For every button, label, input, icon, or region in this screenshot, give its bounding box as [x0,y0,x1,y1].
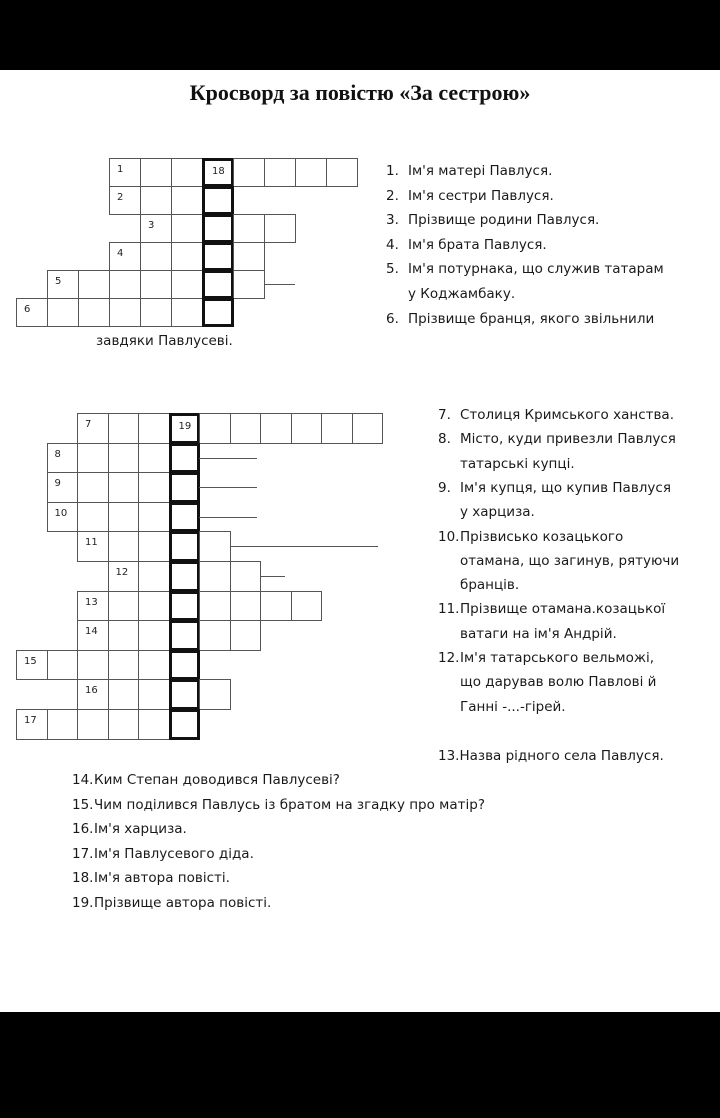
clue-number: 14 [85,626,98,638]
crossword-cell[interactable] [47,650,79,681]
crossword-cell[interactable] [199,531,231,562]
clue-item-number: 9. [438,479,451,496]
crossword-cell[interactable] [260,413,292,444]
key-cell[interactable] [169,561,201,592]
crossword-cell[interactable] [138,650,170,681]
clue-number: 8 [54,448,61,460]
key-cell[interactable] [169,502,201,533]
clue-item [438,646,654,670]
clue-item-number: 1. [386,163,399,179]
clue-item-number: 18. [72,870,94,887]
clue-item [438,403,674,427]
crossword-cell[interactable] [233,214,265,243]
crossword-cell[interactable] [77,443,109,474]
clue-item [438,597,665,621]
clue-item-text: Місто, куди привезли Павлуся [460,431,676,448]
clue-item [438,622,617,646]
crossword-cell[interactable] [199,679,231,710]
crossword-cell[interactable] [47,502,79,533]
key-cell[interactable] [169,443,201,474]
crossword-cell[interactable] [16,298,48,327]
clue-item-number: 2. [386,187,399,204]
crossword-cell[interactable] [264,158,296,187]
crossword-cell[interactable] [108,591,140,622]
crossword-cell[interactable] [352,413,384,444]
clue-number: 12 [115,567,129,578]
key-cell[interactable] [202,158,234,187]
clue-item [386,208,599,232]
key-cell[interactable] [169,679,201,710]
crossword-cell[interactable] [140,298,172,327]
crossword-cell[interactable] [77,620,109,651]
clue-item-number: 12. [438,650,460,666]
clue-number: 7 [85,419,92,430]
crossword-cell[interactable] [138,472,170,503]
crossword-cell[interactable] [47,443,79,474]
clue-number: 5 [55,276,62,287]
clue-item-text: Ім'я брата Павлуся. [408,236,547,253]
crossword-cell[interactable] [108,413,140,444]
clue-13: 13.Назва рідного села Павлуся. [438,748,664,764]
key-cell[interactable] [169,650,201,681]
key-cell[interactable] [202,186,234,215]
clue-item [72,817,187,841]
clue-item-text: отамана, що загинув, рятуючи [460,552,680,569]
clue-item [386,159,552,183]
grid-guide-line [199,458,257,459]
key-cell[interactable] [202,270,234,299]
crossword-cell[interactable] [108,620,140,651]
clue-item-number: 19. [72,895,94,911]
clue-item-text: Ім'я потурнака, що служив татарам [408,261,664,278]
key-cell[interactable] [169,709,201,740]
clue-item [438,549,679,573]
clue-item [438,452,575,476]
crossword-cell[interactable] [291,591,323,622]
clue-item [386,307,654,331]
crossword-cell[interactable] [108,443,140,474]
crossword-cell[interactable] [199,561,231,592]
crossword-cell[interactable] [140,186,172,215]
grid-guide-line [199,487,257,488]
crossword-cell[interactable] [326,158,358,187]
crossword-cell[interactable] [108,561,140,592]
clue-item [438,427,676,451]
crossword-cell[interactable] [109,270,141,299]
crossword-cell[interactable] [230,591,262,622]
clue-item [72,891,271,915]
clue-item [72,768,340,792]
clue-number: 18 [212,166,225,177]
crossword-cell[interactable] [138,413,170,444]
crossword-cell[interactable] [138,679,170,710]
crossword-cell[interactable] [140,158,172,187]
crossword-cell[interactable] [171,270,203,299]
crossword-cell[interactable] [138,620,170,651]
grid-guide-line [199,517,257,518]
page-title: Кросворд за повістю «За сестрою» [189,80,531,105]
clue-item-text: у Коджамбаку. [408,286,516,302]
clue-number: 11 [85,537,98,549]
key-cell[interactable] [202,214,234,243]
crossword-cell[interactable] [199,620,231,651]
crossword-cell[interactable] [77,531,109,562]
crossword-cell[interactable] [171,186,203,215]
key-cell[interactable] [169,472,201,503]
clue-item-number: 10. [438,528,460,545]
clue-item-text: Ім'я автора повісті. [94,870,230,887]
crossword-cell[interactable] [16,650,48,681]
clue-item [438,500,535,524]
clue-item-number: 7. [438,407,451,423]
crossword-cell[interactable] [109,158,141,187]
clue-item-text: Столиця Кримського ханства. [460,407,674,423]
crossword-cell[interactable] [77,679,109,710]
clue-item [438,525,623,549]
crossword-cell[interactable] [77,709,109,740]
crossword-cell[interactable] [78,270,110,299]
clue-number: 4 [117,248,124,259]
clue-item [72,842,254,866]
clue-item-text: Чим поділився Павлусь із братом на згадку про матір? [94,796,485,813]
clue-item-text: Ім'я сестри Павлуся. [408,187,554,204]
key-cell[interactable] [169,591,201,622]
key-cell[interactable] [169,413,201,444]
clue-number: 19 [178,421,192,432]
crossword-cell[interactable] [171,242,203,271]
crossword-cell[interactable] [108,650,140,681]
crossword-cell[interactable] [230,561,262,592]
clue-item [386,184,554,208]
clue-item-text: Ім'я матері Павлуся. [408,163,553,179]
crossword-cell[interactable] [171,214,203,243]
crossword-cell[interactable] [140,242,172,271]
crossword-cell[interactable] [108,531,140,562]
clue-item-number: 4. [386,236,399,253]
clue-item [438,695,566,719]
clue-item-number: 3. [386,212,399,229]
clue-item-text: Прізвисько козацького [460,528,624,545]
crossword-cell[interactable] [77,502,109,533]
crossword-cell[interactable] [230,413,262,444]
crossword-cell[interactable] [109,242,141,271]
clue-item-text: у харциза. [460,504,535,521]
clue-item-text: ватаги на ім'я Андрій. [460,625,617,642]
clue-number: 17 [24,715,37,726]
clue-item-text: Ім'я купця, що купив Павлуся [460,479,671,496]
clue-item-text: Ганні -...-гірей. [460,698,566,715]
clue-item [386,282,515,306]
clue-item-text: Ім'я Павлусевого діда. [94,845,254,862]
crossword-cell[interactable] [140,214,172,243]
clue-number: 10 [54,507,68,519]
clue-item-number: 8. [438,431,451,448]
crossword-cell[interactable] [16,709,48,740]
clue-item-number: 14. [72,772,94,788]
clue-item [438,476,671,500]
crossword-cell[interactable] [233,242,265,271]
crossword-cell[interactable] [138,709,170,740]
clue-item-text: Прізвище родини Павлуся. [408,212,600,229]
crossword-cell[interactable] [138,502,170,533]
clue-number: 2 [117,192,124,203]
crossword-cell[interactable] [77,472,109,503]
crossword-cell[interactable] [138,591,170,622]
clue-item-text: Ким Степан доводився Павлусеві? [94,772,340,788]
clue-item-text: що дарував волю Павлові й [460,674,657,691]
crossword-cell[interactable] [108,472,140,503]
crossword-cell[interactable] [108,709,140,740]
clue-number: 15 [24,655,37,667]
clue-item-text: Прізвище отамана.козацької [460,601,666,618]
crossword-cell[interactable] [47,298,79,327]
clue-item-text: бранців. [460,577,520,594]
crossword-cell[interactable] [78,298,110,327]
crossword-cell[interactable] [230,620,262,651]
crossword-cell[interactable] [109,186,141,215]
crossword-cell[interactable] [171,298,203,327]
clue-item-text: Прізвище бранця, якого звільнили [408,310,655,327]
crossword-cell[interactable] [138,443,170,474]
crossword-cell[interactable] [109,298,141,327]
clue-6-continuation: завдяки Павлусеві. [96,333,233,349]
crossword-cell[interactable] [264,214,296,243]
crossword-cell[interactable] [47,472,79,503]
crossword-cell[interactable] [108,502,140,533]
crossword-cell[interactable] [260,591,292,622]
crossword-cell[interactable] [321,413,353,444]
clue-item-number: 6. [386,310,399,327]
crossword-cell[interactable] [47,270,79,299]
crossword-cell[interactable] [77,650,109,681]
grid-guide-line [230,546,379,547]
crossword-cell[interactable] [295,158,327,187]
clue-item [72,866,230,890]
grid-guide-line [260,576,285,577]
clue-item [386,233,547,257]
crossword-cell[interactable] [47,709,79,740]
clue-item-number: 11. [438,601,460,618]
crossword-cell[interactable] [199,591,231,622]
crossword-cell[interactable] [233,270,265,299]
clue-number: 9 [54,478,61,490]
clue-item-text: татарські купці. [460,455,575,472]
crossword-cell[interactable] [138,561,170,592]
clue-item-number: 5. [386,261,399,278]
clue-item-number: 17. [72,845,94,862]
key-cell[interactable] [202,242,234,271]
clue-number: 16 [85,685,98,697]
key-cell[interactable] [202,298,234,327]
crossword-cell[interactable] [77,413,109,444]
crossword-page [0,70,720,1012]
clue-item [72,793,485,817]
crossword-cell[interactable] [233,158,265,187]
crossword-cell[interactable] [108,679,140,710]
clue-item-text: Прізвище автора повісті. [94,895,272,911]
crossword-cell[interactable] [140,270,172,299]
clue-number: 6 [24,304,31,315]
crossword-cell[interactable] [138,531,170,562]
clue-item [386,257,664,281]
clue-item [438,670,656,694]
clue-item-number: 15. [72,796,94,813]
crossword-cell[interactable] [171,158,203,187]
key-cell[interactable] [169,531,201,562]
clue-number: 3 [148,220,155,231]
clue-item-number: 16. [72,821,94,838]
clue-number: 13 [85,596,98,608]
clue-number: 1 [117,164,124,175]
clue-item-text: Ім'я татарського вельможі, [460,650,655,666]
crossword-cell[interactable] [77,591,109,622]
grid-guide-line [264,284,295,285]
clue-item [438,573,519,597]
crossword-cell[interactable] [199,413,231,444]
crossword-cell[interactable] [291,413,323,444]
key-cell[interactable] [169,620,201,651]
clue-item-text: Ім'я харциза. [94,821,187,838]
